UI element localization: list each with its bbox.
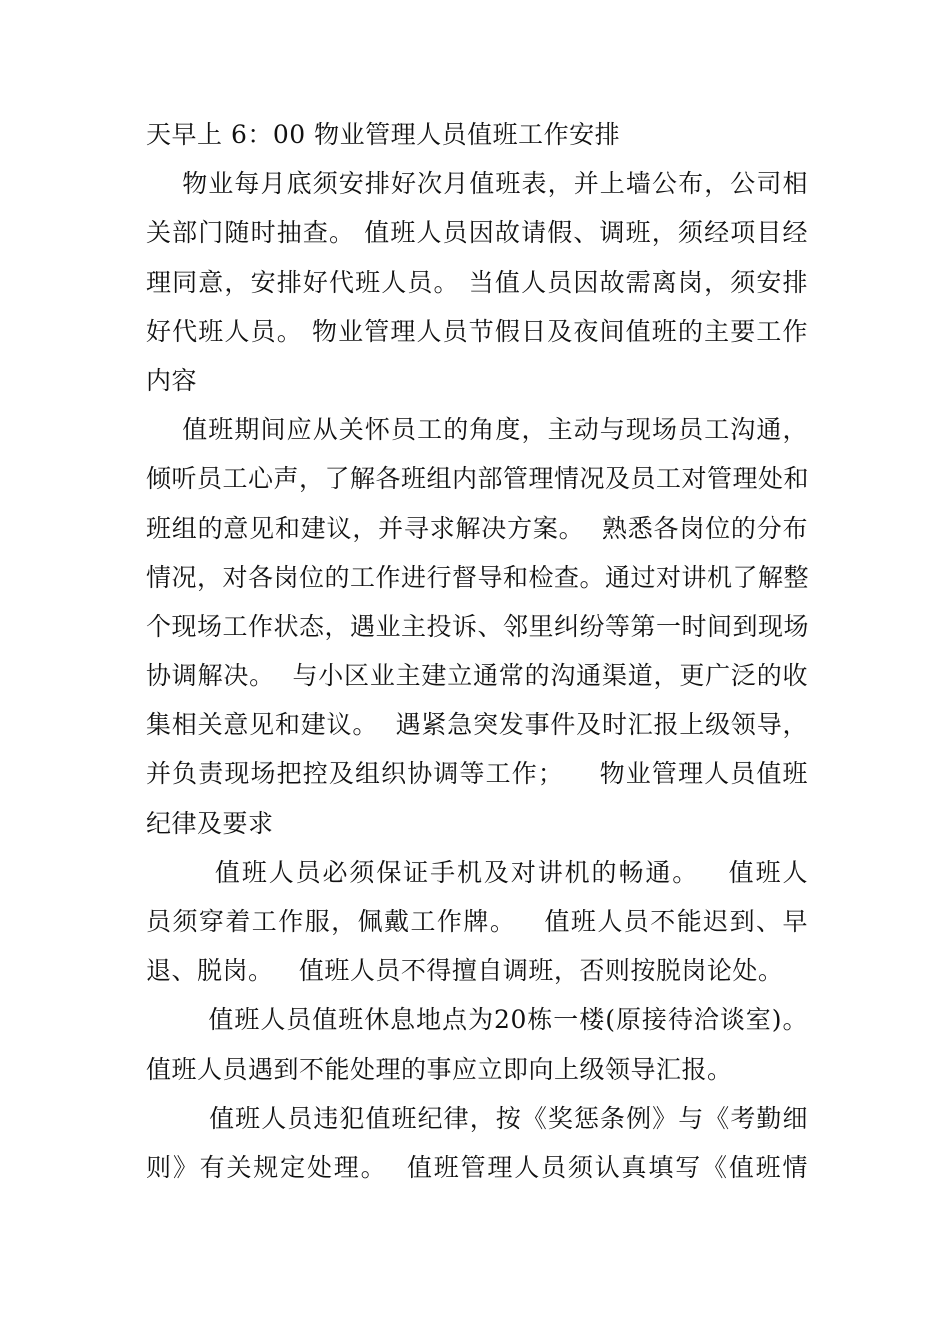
document-body — [146, 110, 808, 1192]
text-line: 理同意，安排好代班人员。 当值人员因故需离岗，须安排 — [146, 267, 808, 297]
text-line: 值班人员值班休息地点为20栋一楼(原接待洽谈室)。 — [146, 1005, 808, 1035]
text-line: 个现场工作状态，遇业主投诉、邻里纠纷等第一时间到现场 — [146, 611, 810, 641]
text-line: 班组的意见和建议，并寻求解决方案。 熟悉各岗位的分布 — [146, 513, 808, 543]
text-line: 员须穿着工作服，佩戴工作牌。 值班人员不能迟到、早 — [146, 907, 808, 936]
text-line: 则》有关规定处理。 值班管理人员须认真填写《值班情 — [146, 1152, 808, 1182]
text-line: 天早上 6：00 物业管理人员值班工作安排 — [146, 120, 621, 149]
text-line: 纪律及要求 — [146, 808, 274, 838]
text-line: 值班人员遇到不能处理的事应立即向上级领导汇报。 — [146, 1054, 733, 1084]
text-line: 协调解决。 与小区业主建立通常的沟通渠道，更广泛的收 — [146, 661, 808, 691]
text-line: 值班期间应从关怀员工的角度，主动与现场员工沟通， — [146, 415, 808, 445]
text-line: 关部门随时抽查。 值班人员因故请假、调班，须经项目经 — [146, 218, 808, 248]
text-line: 内容 — [146, 365, 198, 395]
text-line: 值班人员必须保证手机及对讲机的畅通。 值班人 — [146, 857, 808, 887]
text-line: 值班人员违犯值班纪律，按《奖惩条例》与《考勤细 — [146, 1103, 808, 1133]
text-line: 情况，对各岗位的工作进行督导和检查。通过对讲机了解整 — [146, 562, 810, 592]
text-line: 并负责现场把控及组织协调等工作； 物业管理人员值班 — [146, 759, 808, 789]
text-line: 退、脱岗。 值班人员不得擅自调班，否则按脱岗论处。 — [146, 956, 784, 986]
text-line: 集相关意见和建议。 遇紧急突发事件及时汇报上级领导， — [146, 710, 808, 740]
text-line: 好代班人员。 物业管理人员节假日及夜间值班的主要工作 — [146, 316, 808, 346]
text-line: 物业每月底须安排好次月值班表，并上墙公布，公司相 — [146, 169, 808, 199]
text-line: 倾听员工心声，了解各班组内部管理情况及员工对管理处和 — [146, 464, 810, 494]
